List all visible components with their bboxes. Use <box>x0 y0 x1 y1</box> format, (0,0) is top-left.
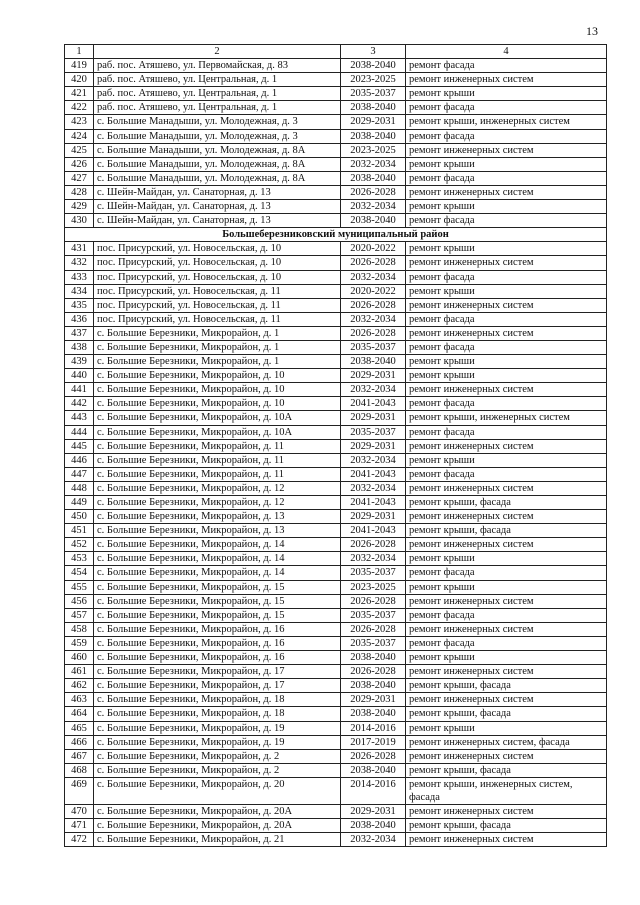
cell-number: 446 <box>65 453 94 467</box>
cell-address: с. Большие Березники, Микрорайон, д. 19 <box>94 721 341 735</box>
table-row <box>65 777 607 804</box>
cell-number: 465 <box>65 721 94 735</box>
cell-address: с. Большие Березники, Микрорайон, д. 11 <box>94 467 341 481</box>
cell-number: 450 <box>65 510 94 524</box>
table-body <box>65 59 607 847</box>
cell-address: с. Большие Березники, Микрорайон, д. 10 <box>94 383 341 397</box>
cell-period: 2029-2031 <box>341 439 406 453</box>
cell-period: 2035-2037 <box>341 425 406 439</box>
cell-period: 2041-2043 <box>341 467 406 481</box>
cell-period: 2038-2040 <box>341 171 406 185</box>
table-row <box>65 143 607 157</box>
cell-work: ремонт крыши <box>406 552 607 566</box>
table-row <box>65 580 607 594</box>
table-row <box>65 552 607 566</box>
table-row <box>65 665 607 679</box>
cell-address: пос. Присурский, ул. Новосельская, д. 10 <box>94 256 341 270</box>
cell-address: с. Шейн-Майдан, ул. Санаторная, д. 13 <box>94 185 341 199</box>
cell-work: ремонт крыши, фасада <box>406 496 607 510</box>
cell-number: 470 <box>65 805 94 819</box>
cell-address: с. Большие Березники, Микрорайон, д. 14 <box>94 538 341 552</box>
cell-address: с. Большие Манадыши, ул. Молодежная, д. 8А <box>94 143 341 157</box>
cell-number: 444 <box>65 425 94 439</box>
table-row <box>65 256 607 270</box>
table-row <box>65 397 607 411</box>
cell-period: 2032-2034 <box>341 481 406 495</box>
section-heading-row <box>65 228 607 242</box>
cell-work: ремонт фасада <box>406 566 607 580</box>
cell-number: 440 <box>65 369 94 383</box>
column-header-address: 2 <box>94 45 341 59</box>
section-heading: Большеберезниковский муниципальный район <box>65 228 607 242</box>
cell-number: 472 <box>65 833 94 847</box>
cell-period: 2026-2028 <box>341 749 406 763</box>
cell-work: ремонт крыши, фасада <box>406 524 607 538</box>
cell-address: с. Большие Березники, Микрорайон, д. 18 <box>94 693 341 707</box>
cell-period: 2014-2016 <box>341 777 406 804</box>
cell-number: 467 <box>65 749 94 763</box>
cell-number: 463 <box>65 693 94 707</box>
table-row <box>65 538 607 552</box>
cell-work: ремонт фасада <box>406 340 607 354</box>
cell-address: с. Большие Березники, Микрорайон, д. 20 <box>94 777 341 804</box>
cell-address: раб. пос. Атяшево, ул. Центральная, д. 1 <box>94 73 341 87</box>
cell-work: ремонт фасада <box>406 397 607 411</box>
cell-work: ремонт крыши <box>406 242 607 256</box>
cell-period: 2035-2037 <box>341 608 406 622</box>
cell-number: 442 <box>65 397 94 411</box>
cell-work: ремонт фасада <box>406 129 607 143</box>
table-row <box>65 608 607 622</box>
cell-address: раб. пос. Атяшево, ул. Первомайская, д. 83 <box>94 59 341 73</box>
cell-number: 445 <box>65 439 94 453</box>
cell-address: с. Большие Березники, Микрорайон, д. 17 <box>94 679 341 693</box>
cell-address: пос. Присурский, ул. Новосельская, д. 11 <box>94 284 341 298</box>
cell-number: 430 <box>65 214 94 228</box>
cell-address: с. Большие Манадыши, ул. Молодежная, д. 8А <box>94 171 341 185</box>
cell-work: ремонт крыши <box>406 369 607 383</box>
cell-number: 454 <box>65 566 94 580</box>
cell-period: 2029-2031 <box>341 693 406 707</box>
cell-address: с. Большие Березники, Микрорайон, д. 12 <box>94 481 341 495</box>
table-row <box>65 481 607 495</box>
table-row <box>65 185 607 199</box>
cell-address: пос. Присурский, ул. Новосельская, д. 10 <box>94 270 341 284</box>
cell-number: 464 <box>65 707 94 721</box>
table-row <box>65 383 607 397</box>
table-row <box>65 636 607 650</box>
cell-period: 2026-2028 <box>341 298 406 312</box>
cell-address: с. Шейн-Майдан, ул. Санаторная, д. 13 <box>94 214 341 228</box>
table-row <box>65 59 607 73</box>
cell-address: с. Большие Березники, Микрорайон, д. 16 <box>94 636 341 650</box>
cell-number: 436 <box>65 312 94 326</box>
cell-number: 457 <box>65 608 94 622</box>
cell-number: 455 <box>65 580 94 594</box>
cell-work: ремонт фасада <box>406 59 607 73</box>
table-row <box>65 115 607 129</box>
cell-work: ремонт фасада <box>406 101 607 115</box>
cell-period: 2038-2040 <box>341 101 406 115</box>
cell-address: с. Большие Березники, Микрорайон, д. 13 <box>94 510 341 524</box>
table-row <box>65 284 607 298</box>
cell-work: ремонт крыши, инженерных систем, фасада <box>406 777 607 804</box>
cell-period: 2026-2028 <box>341 326 406 340</box>
cell-work: ремонт фасада <box>406 312 607 326</box>
cell-address: с. Большие Манадыши, ул. Молодежная, д. 3 <box>94 129 341 143</box>
cell-period: 2041-2043 <box>341 496 406 510</box>
cell-work: ремонт инженерных систем <box>406 73 607 87</box>
cell-number: 459 <box>65 636 94 650</box>
table-row <box>65 87 607 101</box>
cell-period: 2026-2028 <box>341 665 406 679</box>
table-row <box>65 369 607 383</box>
cell-work: ремонт фасада <box>406 425 607 439</box>
cell-address: пос. Присурский, ул. Новосельская, д. 11 <box>94 298 341 312</box>
cell-period: 2032-2034 <box>341 200 406 214</box>
column-header-number: 1 <box>65 45 94 59</box>
table-row <box>65 721 607 735</box>
cell-address: с. Большие Березники, Микрорайон, д. 2 <box>94 763 341 777</box>
cell-number: 458 <box>65 622 94 636</box>
cell-period: 2041-2043 <box>341 397 406 411</box>
cell-work: ремонт инженерных систем <box>406 481 607 495</box>
cell-period: 2032-2034 <box>341 270 406 284</box>
column-header-work: 4 <box>406 45 607 59</box>
cell-work: ремонт инженерных систем <box>406 665 607 679</box>
cell-address: с. Большие Березники, Микрорайон, д. 1 <box>94 326 341 340</box>
cell-number: 428 <box>65 185 94 199</box>
cell-period: 2032-2034 <box>341 453 406 467</box>
table-row <box>65 200 607 214</box>
table-row <box>65 805 607 819</box>
cell-work: ремонт крыши <box>406 651 607 665</box>
cell-period: 2026-2028 <box>341 594 406 608</box>
table-row <box>65 439 607 453</box>
cell-address: с. Большие Березники, Микрорайон, д. 13 <box>94 524 341 538</box>
table-row <box>65 496 607 510</box>
cell-period: 2041-2043 <box>341 524 406 538</box>
table-row <box>65 355 607 369</box>
cell-work: ремонт крыши, инженерных систем <box>406 411 607 425</box>
cell-period: 2032-2034 <box>341 383 406 397</box>
cell-work: ремонт крыши, фасада <box>406 679 607 693</box>
table-row <box>65 270 607 284</box>
cell-work: ремонт крыши, фасада <box>406 707 607 721</box>
table-row <box>65 73 607 87</box>
table-row <box>65 467 607 481</box>
cell-number: 461 <box>65 665 94 679</box>
cell-number: 462 <box>65 679 94 693</box>
cell-address: с. Большие Березники, Микрорайон, д. 1 <box>94 355 341 369</box>
cell-work: ремонт инженерных систем <box>406 143 607 157</box>
cell-address: пос. Присурский, ул. Новосельская, д. 11 <box>94 312 341 326</box>
cell-number: 453 <box>65 552 94 566</box>
cell-work: ремонт инженерных систем <box>406 538 607 552</box>
cell-period: 2029-2031 <box>341 411 406 425</box>
cell-address: с. Большие Березники, Микрорайон, д. 14 <box>94 552 341 566</box>
cell-period: 2017-2019 <box>341 735 406 749</box>
cell-number: 439 <box>65 355 94 369</box>
repair-schedule-table <box>64 44 607 847</box>
cell-number: 426 <box>65 157 94 171</box>
table-row <box>65 510 607 524</box>
cell-period: 2029-2031 <box>341 115 406 129</box>
cell-work: ремонт инженерных систем <box>406 298 607 312</box>
cell-number: 422 <box>65 101 94 115</box>
cell-number: 425 <box>65 143 94 157</box>
cell-address: с. Большие Березники, Микрорайон, д. 18 <box>94 707 341 721</box>
table-row <box>65 566 607 580</box>
cell-period: 2023-2025 <box>341 580 406 594</box>
cell-address: с. Большие Березники, Микрорайон, д. 14 <box>94 566 341 580</box>
table-row <box>65 749 607 763</box>
cell-period: 2038-2040 <box>341 214 406 228</box>
cell-address: с. Большие Березники, Микрорайон, д. 15 <box>94 580 341 594</box>
cell-period: 2029-2031 <box>341 805 406 819</box>
table-row <box>65 763 607 777</box>
table-row <box>65 340 607 354</box>
cell-address: раб. пос. Атяшево, ул. Центральная, д. 1 <box>94 101 341 115</box>
cell-number: 456 <box>65 594 94 608</box>
cell-address: с. Большие Березники, Микрорайон, д. 12 <box>94 496 341 510</box>
cell-period: 2038-2040 <box>341 763 406 777</box>
cell-number: 441 <box>65 383 94 397</box>
table-header-row <box>65 45 607 59</box>
page-number: 13 <box>586 24 598 38</box>
cell-number: 448 <box>65 481 94 495</box>
cell-address: с. Большие Березники, Микрорайон, д. 10 <box>94 397 341 411</box>
cell-work: ремонт крыши <box>406 284 607 298</box>
cell-number: 460 <box>65 651 94 665</box>
cell-period: 2038-2040 <box>341 651 406 665</box>
table-row <box>65 735 607 749</box>
cell-work: ремонт инженерных систем <box>406 805 607 819</box>
cell-address: с. Большие Березники, Микрорайон, д. 10А <box>94 411 341 425</box>
cell-number: 427 <box>65 171 94 185</box>
cell-number: 447 <box>65 467 94 481</box>
cell-period: 2026-2028 <box>341 622 406 636</box>
cell-work: ремонт фасада <box>406 467 607 481</box>
cell-address: с. Большие Березники, Микрорайон, д. 19 <box>94 735 341 749</box>
cell-work: ремонт крыши, фасада <box>406 819 607 833</box>
table-row <box>65 171 607 185</box>
cell-address: с. Большие Березники, Микрорайон, д. 10А <box>94 425 341 439</box>
cell-work: ремонт фасада <box>406 608 607 622</box>
cell-period: 2035-2037 <box>341 87 406 101</box>
cell-address: с. Шейн-Майдан, ул. Санаторная, д. 13 <box>94 200 341 214</box>
cell-work: ремонт инженерных систем <box>406 510 607 524</box>
cell-number: 423 <box>65 115 94 129</box>
cell-period: 2035-2037 <box>341 566 406 580</box>
cell-period: 2038-2040 <box>341 679 406 693</box>
cell-address: с. Большие Березники, Микрорайон, д. 11 <box>94 439 341 453</box>
cell-period: 2026-2028 <box>341 256 406 270</box>
table-row <box>65 651 607 665</box>
cell-work: ремонт инженерных систем <box>406 326 607 340</box>
table-row <box>65 411 607 425</box>
cell-work: ремонт крыши, инженерных систем <box>406 115 607 129</box>
cell-work: ремонт крыши <box>406 200 607 214</box>
cell-address: с. Большие Березники, Микрорайон, д. 1 <box>94 340 341 354</box>
cell-work: ремонт крыши <box>406 87 607 101</box>
cell-work: ремонт крыши <box>406 580 607 594</box>
cell-work: ремонт инженерных систем <box>406 439 607 453</box>
cell-number: 443 <box>65 411 94 425</box>
cell-period: 2029-2031 <box>341 510 406 524</box>
cell-work: ремонт инженерных систем <box>406 594 607 608</box>
cell-work: ремонт крыши <box>406 355 607 369</box>
cell-number: 419 <box>65 59 94 73</box>
cell-period: 2038-2040 <box>341 355 406 369</box>
cell-period: 2026-2028 <box>341 538 406 552</box>
cell-number: 437 <box>65 326 94 340</box>
cell-number: 431 <box>65 242 94 256</box>
cell-address: с. Большие Березники, Микрорайон, д. 16 <box>94 622 341 636</box>
cell-number: 469 <box>65 777 94 804</box>
table-row <box>65 707 607 721</box>
cell-address: с. Большие Березники, Микрорайон, д. 21 <box>94 833 341 847</box>
table-row <box>65 326 607 340</box>
cell-number: 466 <box>65 735 94 749</box>
cell-period: 2032-2034 <box>341 833 406 847</box>
table-row <box>65 594 607 608</box>
cell-work: ремонт инженерных систем <box>406 749 607 763</box>
table-row <box>65 679 607 693</box>
table-row <box>65 819 607 833</box>
cell-address: пос. Присурский, ул. Новосельская, д. 10 <box>94 242 341 256</box>
cell-number: 438 <box>65 340 94 354</box>
cell-number: 432 <box>65 256 94 270</box>
cell-work: ремонт крыши <box>406 721 607 735</box>
cell-address: с. Большие Манадыши, ул. Молодежная, д. 3 <box>94 115 341 129</box>
cell-work: ремонт инженерных систем <box>406 256 607 270</box>
table-row <box>65 524 607 538</box>
cell-period: 2035-2037 <box>341 340 406 354</box>
cell-work: ремонт инженерных систем <box>406 693 607 707</box>
cell-address: с. Большие Березники, Микрорайон, д. 17 <box>94 665 341 679</box>
cell-period: 2014-2016 <box>341 721 406 735</box>
table-row <box>65 101 607 115</box>
cell-number: 452 <box>65 538 94 552</box>
table-row <box>65 312 607 326</box>
cell-number: 421 <box>65 87 94 101</box>
cell-work: ремонт фасада <box>406 636 607 650</box>
table-row <box>65 833 607 847</box>
cell-address: с. Большие Манадыши, ул. Молодежная, д. 8А <box>94 157 341 171</box>
cell-work: ремонт крыши <box>406 453 607 467</box>
cell-period: 2032-2034 <box>341 157 406 171</box>
table-row <box>65 298 607 312</box>
table-row <box>65 622 607 636</box>
cell-work: ремонт инженерных систем <box>406 185 607 199</box>
cell-period: 2032-2034 <box>341 552 406 566</box>
cell-address: с. Большие Березники, Микрорайон, д. 11 <box>94 453 341 467</box>
cell-number: 468 <box>65 763 94 777</box>
cell-work: ремонт крыши <box>406 157 607 171</box>
table-row <box>65 214 607 228</box>
cell-address: с. Большие Березники, Микрорайон, д. 20А <box>94 819 341 833</box>
cell-address: с. Большие Березники, Микрорайон, д. 10 <box>94 369 341 383</box>
table-row <box>65 242 607 256</box>
table-row <box>65 129 607 143</box>
cell-address: с. Большие Березники, Микрорайон, д. 15 <box>94 594 341 608</box>
cell-address: с. Большие Березники, Микрорайон, д. 15 <box>94 608 341 622</box>
cell-period: 2038-2040 <box>341 129 406 143</box>
cell-number: 435 <box>65 298 94 312</box>
cell-address: раб. пос. Атяшево, ул. Центральная, д. 1 <box>94 87 341 101</box>
cell-period: 2020-2022 <box>341 242 406 256</box>
cell-work: ремонт инженерных систем, фасада <box>406 735 607 749</box>
cell-number: 471 <box>65 819 94 833</box>
cell-work: ремонт фасада <box>406 171 607 185</box>
cell-period: 2038-2040 <box>341 819 406 833</box>
cell-period: 2020-2022 <box>341 284 406 298</box>
cell-work: ремонт крыши, фасада <box>406 763 607 777</box>
cell-work: ремонт инженерных систем <box>406 383 607 397</box>
cell-period: 2038-2040 <box>341 59 406 73</box>
cell-period: 2026-2028 <box>341 185 406 199</box>
cell-period: 2029-2031 <box>341 369 406 383</box>
cell-address: с. Большие Березники, Микрорайон, д. 16 <box>94 651 341 665</box>
column-header-period: 3 <box>341 45 406 59</box>
cell-number: 420 <box>65 73 94 87</box>
cell-work: ремонт инженерных систем <box>406 833 607 847</box>
cell-number: 433 <box>65 270 94 284</box>
cell-address: с. Большие Березники, Микрорайон, д. 20А <box>94 805 341 819</box>
cell-period: 2038-2040 <box>341 707 406 721</box>
table-row <box>65 157 607 171</box>
cell-address: с. Большие Березники, Микрорайон, д. 2 <box>94 749 341 763</box>
cell-work: ремонт фасада <box>406 214 607 228</box>
cell-work: ремонт инженерных систем <box>406 622 607 636</box>
cell-number: 449 <box>65 496 94 510</box>
table-row <box>65 453 607 467</box>
cell-number: 434 <box>65 284 94 298</box>
cell-period: 2023-2025 <box>341 73 406 87</box>
cell-period: 2023-2025 <box>341 143 406 157</box>
table-row <box>65 693 607 707</box>
cell-number: 429 <box>65 200 94 214</box>
cell-work: ремонт фасада <box>406 270 607 284</box>
cell-period: 2035-2037 <box>341 636 406 650</box>
table-row <box>65 425 607 439</box>
cell-period: 2032-2034 <box>341 312 406 326</box>
cell-number: 451 <box>65 524 94 538</box>
cell-number: 424 <box>65 129 94 143</box>
